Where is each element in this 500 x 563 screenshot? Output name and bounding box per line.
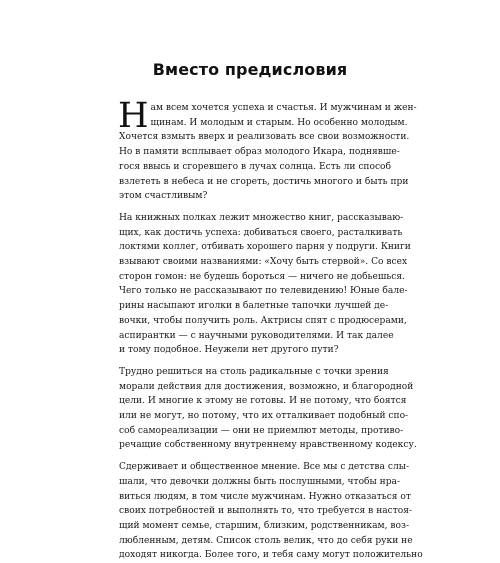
text-line: соб самореализации — они не приемлют методы, противо-: [119, 425, 404, 436]
paragraph: [119, 211, 411, 358]
text-line: доходят никогда. Более того, и тебя саму могут положительно: [119, 550, 423, 561]
text-line: Чего только не рассказывают по телевидению! Юные бале-: [119, 286, 408, 297]
text-line: щий момент семье, старшим, близким, родственникам, воз-: [119, 520, 410, 531]
text-line: рины насыпают иголки в балетные тапочки лучшей де-: [119, 301, 389, 312]
text-line: речащие собственному внутреннему нравственному кодексу.: [119, 440, 417, 451]
text-line: Сдерживает и общественное мнение. Все мы с детства слы-: [119, 462, 410, 473]
chapter-body: [118, 96, 423, 563]
drop-cap: Н: [118, 96, 149, 136]
text-line: цели. И многие к этому не готовы. И не потому, что боятся: [119, 396, 407, 407]
chapter-title: Вместо предисловия: [152, 60, 348, 79]
text-line: этом счастливым?: [119, 191, 208, 202]
text-line: вочки, чтобы получить роль. Актрисы спят с продюсерами,: [119, 315, 407, 326]
text-line: гося ввысь и сгоревшего в лучах солнца. Есть ли способ: [119, 161, 391, 172]
text-line: морали действия для достижения, возможно, и благородной: [119, 381, 414, 392]
paragraph: [119, 460, 423, 563]
text-line: аспирантки — с научными руководителями. И так далее: [119, 330, 394, 341]
text-line: взлететь в небеса и не сгореть, достичь многого и быть при: [119, 176, 409, 187]
text-line: своих потребностей и выполнять то, что требуется в настоя-: [119, 506, 413, 517]
paragraph: [118, 96, 417, 204]
text-line: шали, что девочки должны быть послушными, чтобы нра-: [119, 476, 401, 487]
text-line: и тому подобное. Неужели нет другого пути?: [119, 345, 339, 356]
text-line: или не могут, но потому, что их отталкивает подобный спо-: [119, 411, 409, 422]
text-line: ам всем хочется успеха и счастья. И мужчинам и жен-: [150, 103, 417, 113]
paragraph: [119, 365, 417, 453]
text-line: щинам. И молодым и старым. Но особенно молодым.: [150, 117, 408, 128]
text-line: На книжных полках лежит множество книг, рассказываю-: [119, 212, 404, 223]
text-line: локтями коллег, отбивать хорошего парня у подруги. Книги: [119, 242, 411, 253]
text-line: виться людям, в том числе мужчинам. Нужно отказаться от: [119, 491, 411, 502]
text-line: Трудно решиться на столь радикальные с точки зрения: [119, 366, 389, 377]
text-line: сторон гомон: не будешь бороться — ничего не добьешься.: [119, 271, 406, 282]
text-line: любленным, детям. Список столь велик, что до себя руки не: [119, 535, 413, 546]
text-line: щих, как достичь успеха: добиваться своего, расталкивать: [119, 227, 403, 238]
text-line: Хочется взмыть вверх и реализовать все свои возможности.: [119, 132, 410, 143]
text-line: Но в памяти всплывает образ молодого Икара, поднявше-: [119, 147, 400, 158]
text-line: взывают своими названиями: «Хочу быть стервой». Со всех: [119, 257, 408, 268]
